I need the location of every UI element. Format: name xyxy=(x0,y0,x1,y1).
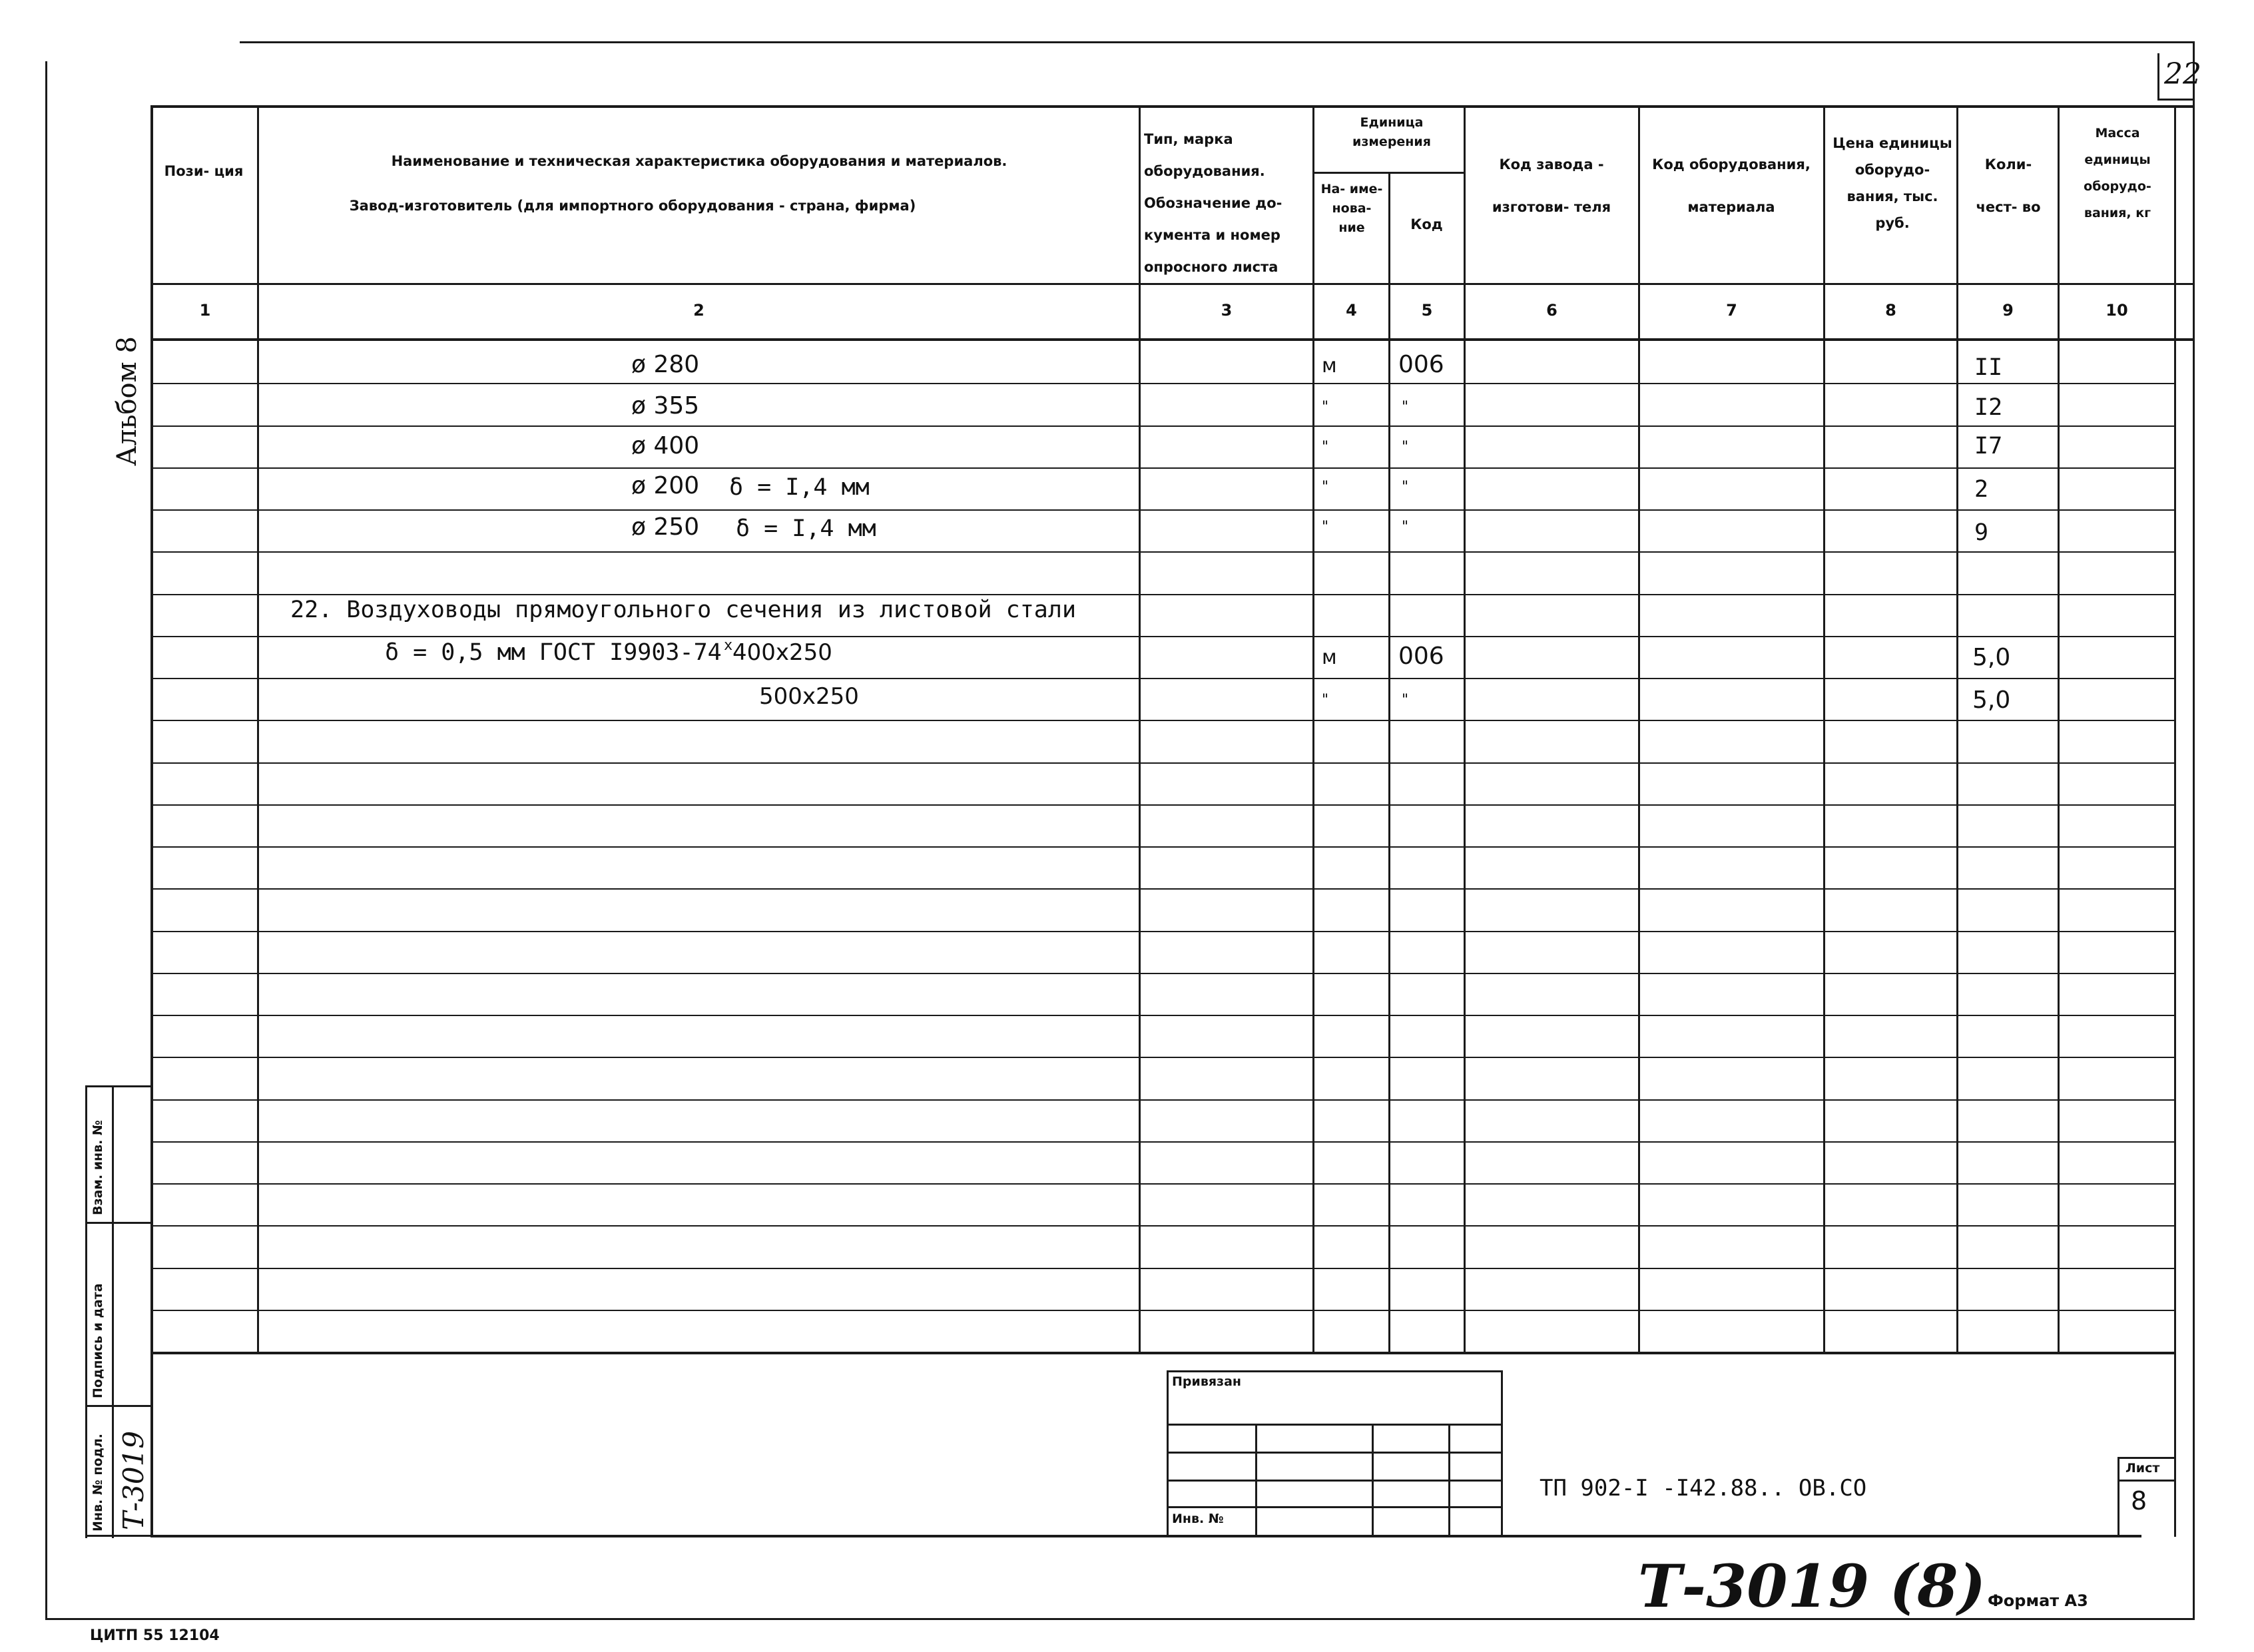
table-row-line xyxy=(150,594,2175,595)
row2-name: ø 355 xyxy=(631,392,700,419)
stamp-handwritten-inv: Т-3019 xyxy=(117,1430,150,1530)
row5-unit: " xyxy=(1322,519,1329,535)
colnum-5: 5 xyxy=(1421,301,1433,320)
frame-right xyxy=(2193,41,2195,1619)
row8-code: " xyxy=(1402,692,1409,708)
colnum-4: 4 xyxy=(1346,301,1357,320)
table-row-line xyxy=(150,804,2175,806)
row4-name-b: δ = I,4 мм xyxy=(729,474,870,501)
row6-name: 22. Воздуховоды прямоугольного сечения из листовой стали xyxy=(290,597,1077,623)
table-left xyxy=(150,105,153,1537)
row5-code: " xyxy=(1402,519,1409,535)
colnum-9: 9 xyxy=(2002,301,2014,320)
row7-code: 006 xyxy=(1398,643,1444,670)
header-col1: Пози- ция xyxy=(164,163,244,179)
header-col8: Цена единицы оборудо- вания, тыс. руб. xyxy=(1832,135,1952,231)
header-col6: Код завода - изготови- теля xyxy=(1492,156,1611,215)
row7-sup: x xyxy=(724,637,733,654)
table-row-line xyxy=(150,1183,2175,1185)
table-row-line xyxy=(150,1268,2175,1269)
sheet-label: Лист xyxy=(2125,1461,2160,1476)
colnum-1: 1 xyxy=(199,301,211,320)
row4-unit: " xyxy=(1322,479,1329,495)
footer-code: ЦИТП 55 12104 xyxy=(90,1627,220,1644)
header-col5: Код xyxy=(1410,216,1443,232)
table-row-line xyxy=(150,762,2175,764)
table-row-line xyxy=(150,720,2175,721)
row7-name-a: δ = 0,5 мм ГОСТ I9903-74 xyxy=(385,639,722,666)
row5-qty: 9 xyxy=(1974,519,1989,546)
header-col10: Масса единицы оборудо- вания, кг xyxy=(2084,126,2151,220)
header-col4: На- име- нова- ние xyxy=(1320,182,1383,235)
header-col7: Код оборудования, материала xyxy=(1652,156,1811,215)
colnum-3: 3 xyxy=(1221,301,1233,320)
table-top xyxy=(150,105,2195,108)
sheet-number: 8 xyxy=(2131,1486,2147,1515)
table-row-line xyxy=(150,1225,2175,1227)
stamp-inv-podl: Инв. № подл. xyxy=(91,1433,105,1531)
privyazan-label: Привязан xyxy=(1172,1374,1242,1389)
table-row-line xyxy=(150,1057,2175,1058)
header-col2-line2: Завод-изготовитель (для импортного оборудования - страна, фирма) xyxy=(349,198,916,214)
frame-left xyxy=(45,61,47,1619)
page-number: 22 xyxy=(2164,57,2201,91)
table-row-line xyxy=(150,888,2175,890)
row3-unit: " xyxy=(1322,439,1329,455)
table-body-bottom xyxy=(150,1352,2175,1354)
colnum-6: 6 xyxy=(1546,301,1557,320)
row4-code: " xyxy=(1402,479,1409,495)
table-row-line xyxy=(150,636,2175,637)
row8-unit: " xyxy=(1322,692,1329,708)
stamp-podpis: Подпись и дата xyxy=(91,1283,105,1398)
table-row-line xyxy=(150,1141,2175,1143)
row7-unit: м xyxy=(1322,646,1337,669)
colnum-7: 7 xyxy=(1726,301,1737,320)
table-row-line xyxy=(150,425,2175,427)
row5-name-b: δ = I,4 мм xyxy=(736,515,876,542)
row2-code: " xyxy=(1402,399,1409,415)
table-row-line xyxy=(150,973,2175,974)
colnum-2: 2 xyxy=(693,301,704,320)
row1-qty: II xyxy=(1974,354,2003,381)
stamp-vzam: Взам. инв. № xyxy=(91,1120,105,1215)
table-row-line xyxy=(150,467,2175,469)
row1-name: ø 280 xyxy=(631,351,700,378)
frame-top xyxy=(240,41,2194,43)
row1-unit: м xyxy=(1322,354,1337,378)
row8-qty: 5,0 xyxy=(1972,687,2011,714)
handwritten-bottom: Т-3019 (8) xyxy=(1638,1551,1986,1621)
table-row-line xyxy=(150,1015,2175,1016)
table-row-line xyxy=(150,678,2175,679)
row3-name: ø 400 xyxy=(631,432,700,459)
format-label: Формат А3 xyxy=(1988,1591,2088,1610)
table-row-line xyxy=(150,383,2175,384)
table-row-line xyxy=(150,931,2175,932)
row8-name: 500x250 xyxy=(759,683,859,710)
row2-qty: I2 xyxy=(1974,394,2003,421)
row7-qty: 5,0 xyxy=(1972,644,2011,671)
inv-no-label: Инв. № xyxy=(1172,1512,1224,1526)
header-col9: Коли- чест- во xyxy=(1976,156,2041,215)
header-col45-group: Единица измерения xyxy=(1352,115,1431,149)
colnum-8: 8 xyxy=(1885,301,1896,320)
row7-name-b: 400x250 xyxy=(732,639,832,666)
table-row-line xyxy=(150,846,2175,848)
row4-qty: 2 xyxy=(1974,476,1989,503)
table-row-line xyxy=(150,551,2175,553)
header-col2-line1: Наименование и техническая характеристика оборудования и материалов. xyxy=(391,153,1007,169)
album-label: Альбом 8 xyxy=(112,336,142,466)
row1-code: 006 xyxy=(1398,351,1444,378)
table-row-line xyxy=(150,1310,2175,1311)
row4-name-a: ø 200 xyxy=(631,472,700,499)
designation: ТП 902-I -I42.88.. ОВ.СО xyxy=(1540,1475,1867,1502)
row3-code: " xyxy=(1402,439,1409,455)
row5-name-a: ø 250 xyxy=(631,513,700,541)
header-col3: Тип, марка оборудования. Обозначение до- кумента и номер опросного листа xyxy=(1144,131,1282,275)
colnum-10: 10 xyxy=(2106,301,2128,320)
table-row-line xyxy=(150,509,2175,511)
row2-unit: " xyxy=(1322,399,1329,415)
row3-qty: I7 xyxy=(1974,433,2003,459)
table-row-line xyxy=(150,1099,2175,1101)
